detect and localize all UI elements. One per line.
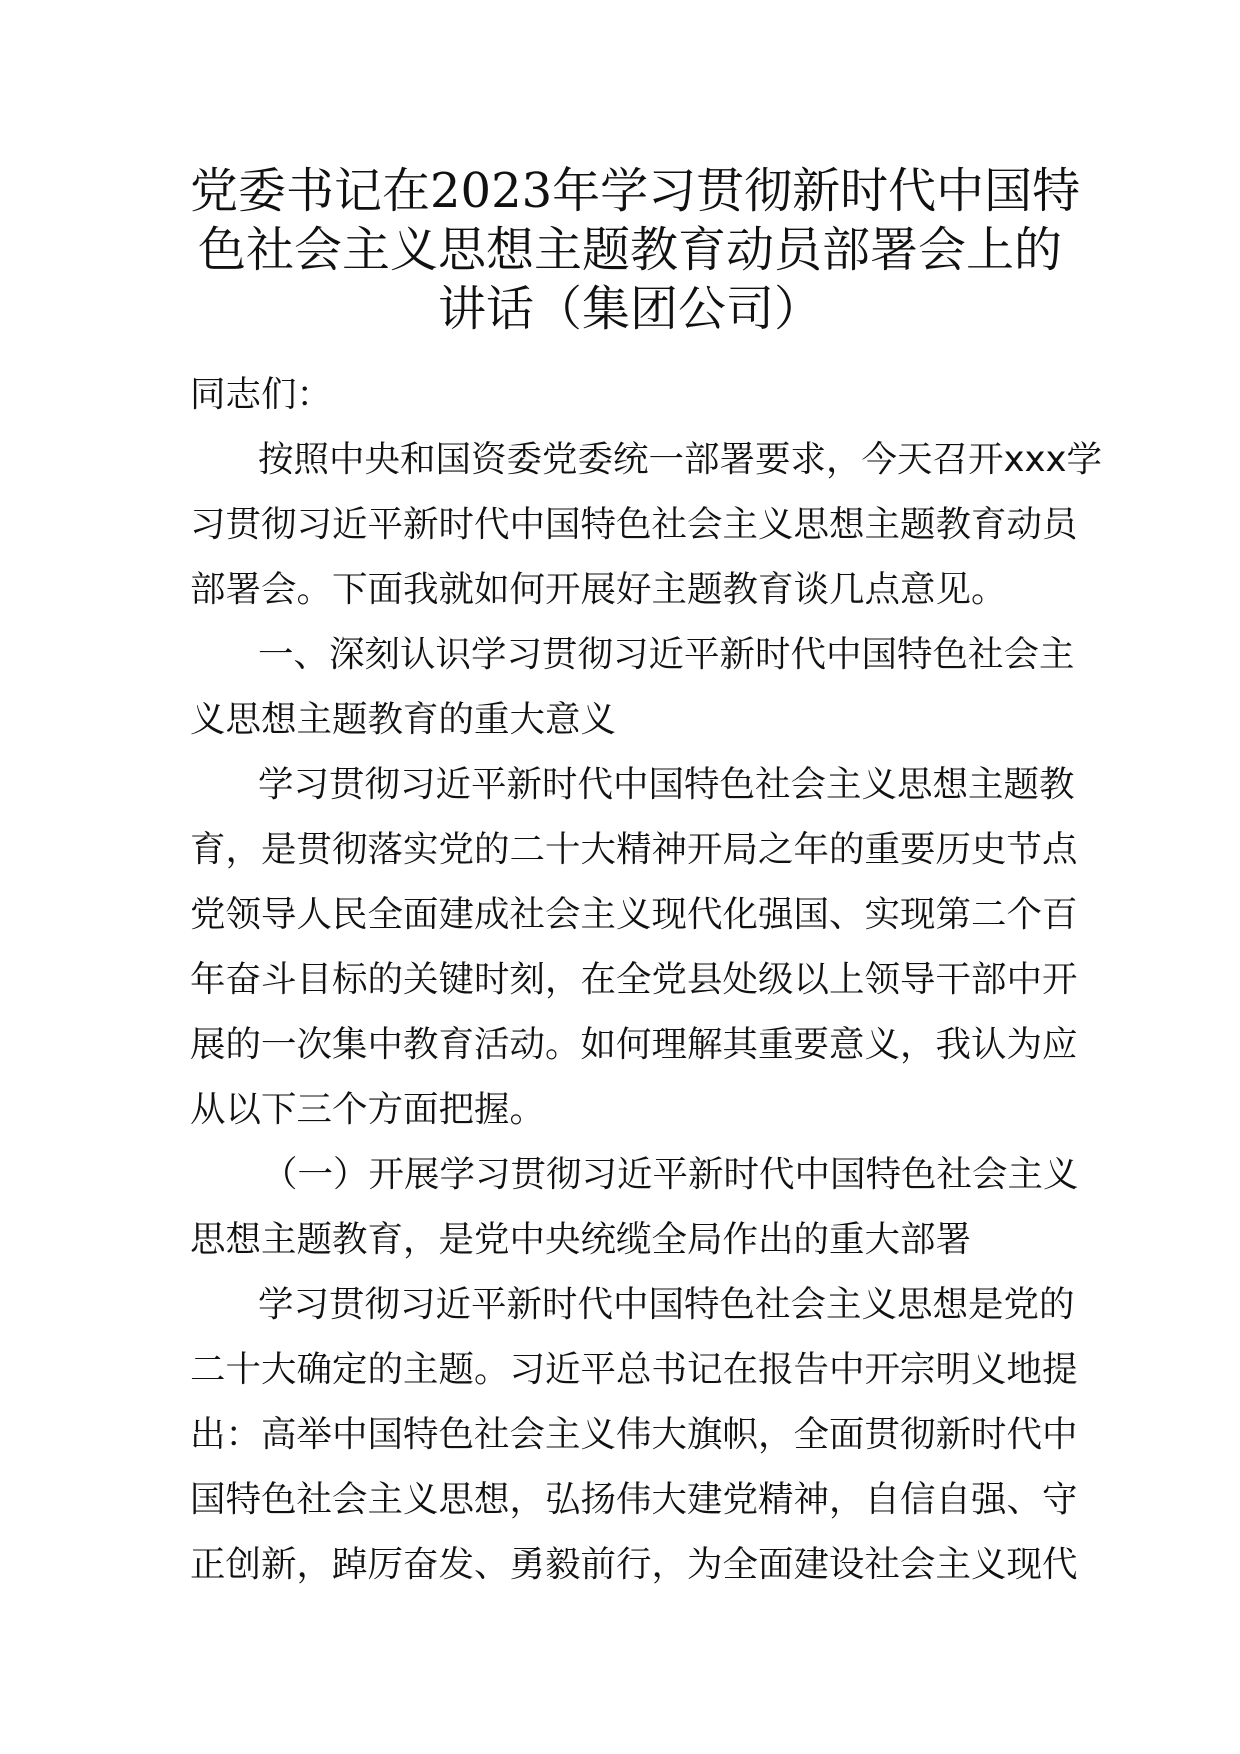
text-line: 正创新，踔厉奋发、勇毅前行，为全面建设社会主义现代	[190, 1544, 1078, 1585]
heading-line: 思想主题教育，是党中央统缆全局作出的重大部署	[190, 1219, 972, 1260]
subsection-heading-1	[190, 1142, 1079, 1272]
text-line: 年奋斗目标的关键时刻，在全党县处级以上领导干部中开	[190, 959, 1078, 1000]
text-line: 学习贯彻习近平新时代中国特色社会主义思想主题教	[258, 764, 1075, 805]
paragraph-theme	[190, 1272, 1078, 1597]
text-line: 出：高举中国特色社会主义伟大旗帜，全面贯彻新时代中	[190, 1414, 1078, 1455]
greeting: 同志们：	[190, 374, 333, 415]
text-line: 学习贯彻习近平新时代中国特色社会主义思想是党的	[258, 1284, 1075, 1325]
heading-line: （一）开展学习贯彻习近平新时代中国特色社会主义	[262, 1154, 1079, 1195]
title-line: 讲话（集团公司）	[437, 281, 822, 337]
text-line: 党领导人民全面建成社会主义现代化强国、实现第二个百	[190, 894, 1078, 935]
text-line: 展的一次集中教育活动。如何理解其重要意义，我认为应	[190, 1024, 1078, 1065]
text-line: 习贯彻习近平新时代中国特色社会主义思想主题教育动员	[190, 504, 1078, 545]
document-title	[190, 162, 1081, 339]
title-line: 党委书记在2023年学习贯彻新时代中国特	[190, 163, 1081, 219]
text-line: 国特色社会主义思想，弘扬伟大建党精神，自信自强、守	[190, 1479, 1078, 1520]
title-line: 色社会主义思想主题教育动员部署会上的	[197, 222, 1062, 278]
section-heading-1	[190, 622, 1075, 752]
heading-line: 一、深刻认识学习贯彻习近平新时代中国特色社会主	[258, 634, 1075, 675]
paragraph-significance	[190, 752, 1078, 1142]
text-line: 二十大确定的主题。习近平总书记在报告中开宗明义地提	[190, 1349, 1078, 1390]
text-line: 按照中央和国资委党委统一部署要求，今天召开xxx学	[258, 439, 1103, 480]
text-line: 从以下三个方面把握。	[190, 1089, 546, 1130]
heading-line: 义思想主题教育的重大意义	[190, 699, 617, 740]
document-body	[190, 427, 1103, 1597]
paragraph-intro	[190, 427, 1103, 622]
text-line: 部署会。下面我就如何开展好主题教育谈几点意见。	[190, 569, 1007, 610]
text-line: 育，是贯彻落实党的二十大精神开局之年的重要历史节点	[190, 829, 1078, 870]
